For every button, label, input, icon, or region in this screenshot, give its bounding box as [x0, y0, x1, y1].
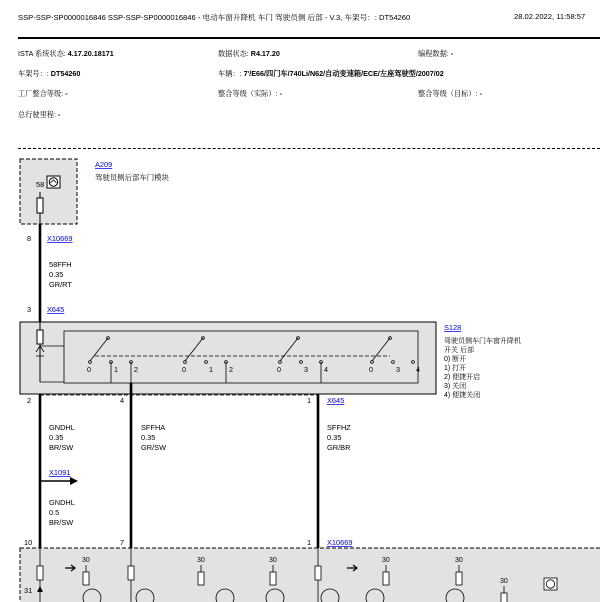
s128-pos-label: 3 — [304, 365, 308, 374]
s128-pos-label: 0 — [277, 365, 281, 374]
x645-top-pin: 3 — [27, 305, 32, 314]
a209-link[interactable]: A209 — [95, 160, 113, 169]
s128-pos-label: 4 — [416, 365, 420, 374]
s128-pos-label: 1 — [114, 365, 118, 374]
s128-pin-mid: 4 — [120, 396, 125, 405]
vin: 车架号：: DT54260 — [18, 69, 81, 78]
s128-link[interactable]: S128 — [444, 323, 462, 332]
wire-58ffh-name: 58FFH — [49, 260, 72, 269]
x645-bottom-link[interactable]: X645 — [327, 396, 345, 405]
a209-module-box — [20, 159, 77, 224]
ista-status: ISTA 系统状态: 4.17.20.18171 — [18, 49, 114, 58]
integration-level-target: 整合等级（目标）: - — [418, 89, 482, 98]
s128-desc-line: 3) 关闭 — [444, 383, 467, 390]
page-header-title: SSP-SSP-SP0000016846 SSP-SSP-SP0000016846 - 电动车窗升降机 车门 驾驶员侧 后部 - V.3, 车架号：: DT54260 — [18, 13, 411, 22]
a209-description: 驾驶员侧后部车门模块 — [95, 173, 169, 182]
x10669-top-link[interactable]: X10669 — [47, 234, 73, 243]
x10669-bottom-pin-right: 1 — [307, 538, 312, 547]
s128-desc-line: 驾驶员侧车门车窗升降机 — [444, 338, 521, 345]
wire-sffhz-name: SFFHZ — [327, 423, 351, 432]
total-mileage: 总行驶里程: - — [18, 110, 61, 119]
wire-58ffh-color: GR/RT — [49, 280, 72, 289]
wire-58ffh-size: 0.35 — [49, 270, 64, 279]
s128-pos-label: 1 — [209, 365, 213, 374]
arrow-right-icon — [70, 477, 78, 485]
x10669-bottom-link[interactable]: X10669 — [327, 538, 353, 547]
terminal-30-label: 30 — [197, 557, 205, 564]
s128-pos-label: 2 — [229, 365, 233, 374]
data-status: 数据状态: R4.17.20 — [218, 49, 280, 58]
factory-integration-level: 工厂整合等级: - — [18, 89, 68, 98]
s128-pos-label: 4 — [324, 365, 328, 374]
bottom-module-pin: 31 — [24, 586, 33, 595]
s128-desc-line: 开关 后部 — [444, 347, 474, 354]
wire-gndhl2-name: GNDHL — [49, 498, 75, 507]
programming-data: 编程数据: - — [418, 49, 454, 58]
s128-desc-line: 2) 便捷开启 — [444, 374, 481, 381]
terminal-30-label: 30 — [82, 557, 90, 564]
terminal-30-label: 30 — [500, 578, 508, 585]
terminal-30-label: 30 — [455, 557, 463, 564]
s128-desc-line: 4) 便捷关闭 — [444, 392, 481, 399]
s128-resistor-icon — [37, 330, 43, 344]
a209-pin-label: 58 — [36, 180, 45, 189]
wire-sffhz-color: GR/BR — [327, 443, 351, 452]
wire-gndhl2-color: BR/SW — [49, 518, 74, 527]
wire-gndhl-color: BR/SW — [49, 443, 74, 452]
wire-gndhl-name: GNDHL — [49, 423, 75, 432]
s128-pin-left: 2 — [27, 396, 32, 405]
integration-level-actual: 整合等级（实际）: - — [218, 89, 282, 98]
x10669-bottom-pin-mid: 7 — [120, 538, 125, 547]
wire-gndhl2-size: 0.5 — [49, 508, 60, 517]
x645-top-link[interactable]: X645 — [47, 305, 65, 314]
s128-desc-line: 0) 断开 — [444, 356, 467, 363]
s128-pos-label: 3 — [396, 365, 400, 374]
page-header-datetime: 28.02.2022, 11:58:57 — [514, 12, 586, 21]
s128-pos-label: 0 — [182, 365, 186, 374]
terminal-30-label: 30 — [269, 557, 277, 564]
wire-sffha-name: SFFHA — [141, 423, 166, 432]
x10669-bottom-pin-left: 10 — [24, 538, 33, 547]
wire-gndhl-size: 0.35 — [49, 433, 64, 442]
s128-pos-label: 0 — [369, 365, 373, 374]
wire-sffhz-size: 0.35 — [327, 433, 342, 442]
s128-desc-line: 1) 打开 — [444, 365, 467, 372]
s128-pos-label: 2 — [134, 365, 138, 374]
terminal-30-label: 30 — [382, 557, 390, 564]
x1091-link[interactable]: X1091 — [49, 468, 71, 477]
resistor-icon — [37, 198, 43, 213]
s128-pos-label: 0 — [87, 365, 91, 374]
s128-pin-right: 1 — [307, 396, 312, 405]
bottom-module-box — [20, 548, 600, 602]
wire-sffha-color: GR/SW — [141, 443, 167, 452]
x10669-top-pin: 8 — [27, 234, 32, 243]
vehicle: 车辆：: 7'/E66/四门车/740Li/N62/自动变速箱/ECE/左座驾驶型/2007/02 — [218, 69, 444, 78]
wire-sffha-size: 0.35 — [141, 433, 156, 442]
